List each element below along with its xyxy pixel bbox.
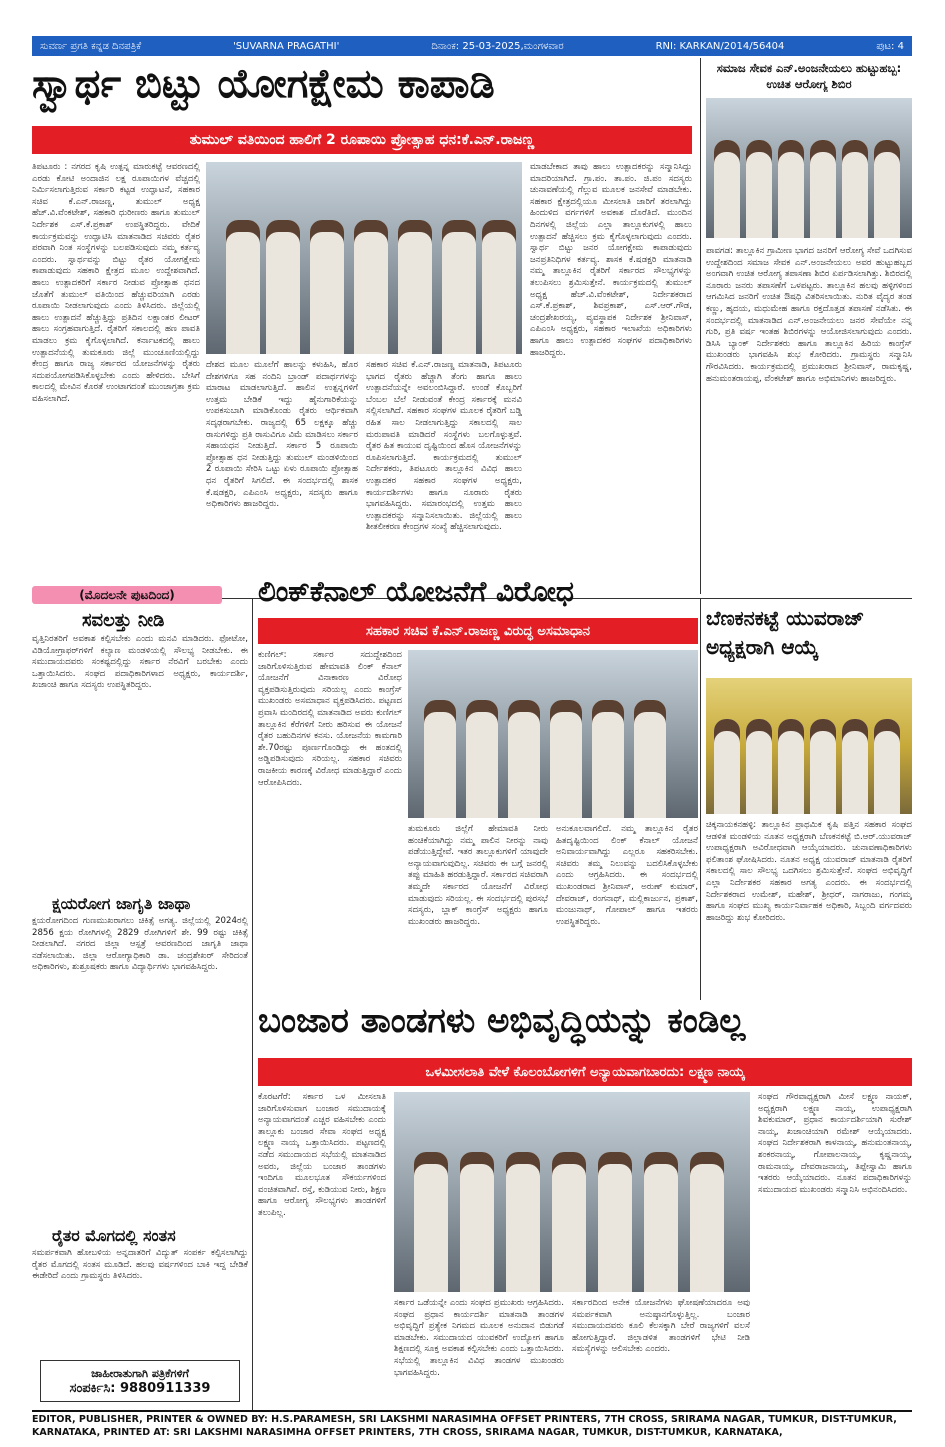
story3-column-4: ಸಂಘದ ಗೌರವಾಧ್ಯಕ್ಷರಾಗಿ ಮೀಸೆ ಲಕ್ಷ್ಮಣ ನಾಯಕ್, ಅಧ್ಯಕ್ಷರಾಗಿ ಲಕ್ಷ್ಮಣ ನಾಯ್ಕ, ಉಪಾಧ್ಯಕ್ಷರಾಗಿ ಶಿವಕುಮಾರ್, ಪ್ರಧಾನ ಕಾರ್ಯದರ್ಶಿಯಾಗಿ ಸುರೇಶ್ ನಾಯ್ಕ, ಖಜಾಂಚಿಯಾಗಿ ರಮೇಶ್ ಆಯ್ಕೆಯಾದರು. ಸಂಘದ ನಿರ್ದೇಶಕರಾಗಿ ಕಾಳನಾಯ್ಕ, ಹನುಮಂತನಾಯ್ಕ, ಶಂಕರನಾಯ್ಕ, ಗೋಪಾಲನಾಯ್ಕ, ಕೃಷ್ಣನಾಯ್ಕ, ರಾಮನಾಯ್ಕ, ದೇವರಾಜನಾಯ್ಕ, ತಿಪ್ಪೇಸ್ವಾಮಿ ಹಾಗೂ ಇತರರು ಆಯ್ಕೆಯಾದರು. ನೂತನ ಪದಾಧಿಕಾರಿಗಳನ್ನು ಸಮುದಾಯದ ಮುಖಂಡರು ಸನ್ಮಾನಿಸಿ ಅಭಿನಂದಿಸಿದರು. (758, 1092, 912, 1195)
imprint-footer (32, 1410, 912, 1438)
story3-column-1: ಕೊರಟಗೆರೆ: ಸರ್ಕಾರ ಒಳ ಮೀಸಲಾತಿ ಜಾರಿಗೊಳಿಸುವಾಗ ಬಂಜಾರ ಸಮುದಾಯಕ್ಕೆ ಅನ್ಯಾಯವಾಗದಂತೆ ಎಚ್ಚರ ವಹಿಸಬೇಕು ಎಂದು ತಾಲ್ಲೂಕು ಬಂಜಾರ ಸೇವಾ ಸಂಘದ ಅಧ್ಯಕ್ಷ ಲಕ್ಷ್ಮಣ ನಾಯ್ಕ ಒತ್ತಾಯಿಸಿದರು. ಪಟ್ಟಣದಲ್ಲಿ ನಡೆದ ಸಮುದಾಯದ ಸಭೆಯಲ್ಲಿ ಮಾತನಾಡಿದ ಅವರು, ಜಿಲ್ಲೆಯ ಬಂಜಾರ ತಾಂಡಗಳು ಇಂದಿಗೂ ಮೂಲಭೂತ ಸೌಕರ್ಯಗಳಿಂದ ವಂಚಿತವಾಗಿವೆ. ರಸ್ತೆ, ಕುಡಿಯುವ ನೀರು, ಶಿಕ್ಷಣ ಹಾಗೂ ಆರೋಗ್ಯ ಸೌಲಭ್ಯಗಳು ತಾಂಡಗಳಿಗೆ ತಲುಪಿಲ್ಲ. (258, 1092, 386, 1218)
newspaper-page (32, 58, 912, 1410)
ad-line1: ಜಾಹೀರಾತುಗಾಗಿ ಪತ್ರಿಕೆಗಳಿಗೆ (91, 1366, 189, 1380)
right-story2-photo (706, 678, 912, 814)
masthead-date: ದಿನಾಂಕ: 25-03-2025,ಮಂಗಳವಾರ (431, 40, 564, 52)
masthead-bar (32, 36, 912, 56)
story1-column-3: ಸಹಕಾರ ಸಚಿವ ಕೆ.ಎನ್.ರಾಜಣ್ಣ ಮಾತನಾಡಿ, ತಿಪಟೂರು ಭಾಗದ ರೈತರು ಹೆಚ್ಚಾಗಿ ತೆಂಗು ಹಾಗೂ ಹಾಲು ಉತ್ಪಾದನೆಯನ್ನೇ ಅವಲಂಬಿಸಿದ್ದಾರೆ. ಉಂಡೆ ಕೊಬ್ಬರಿಗೆ ಬೆಂಬಲ ಬೆಲೆ ನೀಡುವಂತೆ ಕೇಂದ್ರ ಸರ್ಕಾರಕ್ಕೆ ಮನವಿ ಸಲ್ಲಿಸಲಾಗಿದೆ. ಸಹಕಾರ ಸಂಘಗಳ ಮೂಲಕ ರೈತರಿಗೆ ಬಡ್ಡಿ ರಹಿತ ಸಾಲ ನೀಡಲಾಗುತ್ತಿದ್ದು ಸಕಾಲದಲ್ಲಿ ಸಾಲ ಮರುಪಾವತಿ ಮಾಡಿದರೆ ಸಂಸ್ಥೆಗಳು ಬಲಗೊಳ್ಳುತ್ತವೆ. ರೈತರ ಹಿತ ಕಾಯುವ ದೃಷ್ಟಿಯಿಂದ ಹೊಸ ಯೋಜನೆಗಳನ್ನು ರೂಪಿಸಲಾಗುತ್ತಿದೆ. ಕಾರ್ಯಕ್ರಮದಲ್ಲಿ ತುಮುಲ್ ನಿರ್ದೇಶಕರು, ತಿಪಟೂರು ತಾಲ್ಲೂಕಿನ ವಿವಿಧ ಹಾಲು ಉತ್ಪಾದಕರ ಸಹಕಾರ ಸಂಘಗಳ ಅಧ್ಯಕ್ಷರು, ಕಾರ್ಯದರ್ಶಿಗಳು ಹಾಗೂ ನೂರಾರು ರೈತರು ಭಾಗವಹಿಸಿದ್ದರು. ಸಮಾರಂಭದಲ್ಲಿ ಉತ್ತಮ ಹಾಲು ಉತ್ಪಾದಕರನ್ನು ಸನ್ಮಾನಿಸಲಾಯಿತು. ಜಿಲ್ಲೆಯಲ್ಲಿ ಹಾಲು ಶೀತಲೀಕರಣ ಕೇಂದ್ರಗಳ ಸಂಖ್ಯೆ ಹೆಚ್ಚಿಸಲಾಗುವುದು. (366, 360, 522, 533)
story3-subhead: ಒಳಮೀಸಲಾತಿ ವೇಳೆ ಕೊಲಂಬೋಗಳಿಗೆ ಅನ್ಯಾಯವಾಗಬಾರದು: ಲಕ್ಷ್ಮಣ ನಾಯ್ಕ (258, 1058, 912, 1086)
story2-column-2: ತುಮಕೂರು ಜಿಲ್ಲೆಗೆ ಹೇಮಾವತಿ ನೀರು ಹಂಚಿಕೆಯಾಗಿದ್ದು ನಮ್ಮ ಪಾಲಿನ ನೀರನ್ನು ನಾವು ಪಡೆಯುತ್ತಿದ್ದೇವೆ. ಇತರ ತಾಲ್ಲೂಕುಗಳಿಗೆ ಯಾವುದೇ ಅನ್ಯಾಯವಾಗುವುದಿಲ್ಲ. ಸಚಿವರು ಈ ಬಗ್ಗೆ ಜನರಲ್ಲಿ ತಪ್ಪು ಮಾಹಿತಿ ಹರಡುತ್ತಿದ್ದಾರೆ. ಸರ್ಕಾರದ ಸಚಿವರಾಗಿ ತಮ್ಮದೇ ಸರ್ಕಾರದ ಯೋಜನೆಗೆ ವಿರೋಧ ಮಾಡುವುದು ಸರಿಯಲ್ಲ. ಈ ಸಂದರ್ಭದಲ್ಲಿ ಪುರಸಭೆ ಸದಸ್ಯರು, ಬ್ಲಾಕ್ ಕಾಂಗ್ರೆಸ್ ಅಧ್ಯಕ್ಷರು ಹಾಗೂ ಮುಖಂಡರು ಹಾಜರಿದ್ದರು. (408, 824, 548, 927)
story1-column-4: ಮಾಡಬೇಕಾದ ತಾವು ಹಾಲು ಉತ್ಪಾದಕರನ್ನು ಸನ್ಮಾನಿಸಿದ್ದು ಮಾದರಿಯಾಗಿದೆ. ಗ್ರಾ.ಪಂ. ತಾ.ಪಂ. ಜಿ.ಪಂ ಸದಸ್ಯರು ಚುನಾವಣೆಯಲ್ಲಿ ಗೆಲ್ಲುವ ಮೂಲಕ ಜನಸೇವೆ ಮಾಡಬೇಕು. ಸಹಕಾರ ಕ್ಷೇತ್ರದಲ್ಲಿಯೂ ಮೀಸಲಾತಿ ಜಾರಿಗೆ ತರಲಾಗಿದ್ದು ಹಿಂದುಳಿದ ವರ್ಗಗಳಿಗೆ ಅವಕಾಶ ದೊರೆತಿದೆ. ಮುಂದಿನ ದಿನಗಳಲ್ಲಿ ಜಿಲ್ಲೆಯ ಎಲ್ಲಾ ತಾಲ್ಲೂಕುಗಳಲ್ಲಿ ಹಾಲು ಉತ್ಪಾದನೆ ಹೆಚ್ಚಿಸಲು ಕ್ರಮ ಕೈಗೊಳ್ಳಲಾಗುವುದು ಎಂದರು. ಸ್ವಾರ್ಥ ಬಿಟ್ಟು ಜನರ ಯೋಗಕ್ಷೇಮ ಕಾಪಾಡುವುದು ಜನಪ್ರತಿನಿಧಿಗಳ ಕರ್ತವ್ಯ. ಶಾಸಕ ಕೆ.ಷಡಕ್ಷರಿ ಮಾತನಾಡಿ ನಮ್ಮ ತಾಲ್ಲೂಕಿನ ರೈತರಿಗೆ ಸರ್ಕಾರದ ಸೌಲಭ್ಯಗಳನ್ನು ತಲುಪಿಸಲು ಶ್ರಮಿಸುತ್ತೇನೆ. ಕಾರ್ಯಕ್ರಮದಲ್ಲಿ ತುಮುಲ್ ಅಧ್ಯಕ್ಷ ಹೆಚ್.ವಿ.ವೆಂಕಟೇಶ್, ನಿರ್ದೇಶಕರಾದ ಎಸ್.ಕೆ.ಪ್ರಕಾಶ್, ಶಿವಪ್ರಕಾಶ್, ಎಸ್.ಆರ್.ಗೌಡ, ಚಂದ್ರಶೇಖರಯ್ಯ, ವ್ಯವಸ್ಥಾಪಕ ನಿರ್ದೇಶಕ ಶ್ರೀನಿವಾಸ್, ಎಪಿಎಂಸಿ ಅಧ್ಯಕ್ಷರು, ಸಹಕಾರ ಇಲಾಖೆಯ ಅಧಿಕಾರಿಗಳು ಹಾಗೂ ಹಾಲು ಉತ್ಪಾದಕರ ಸಂಘಗಳ ಪದಾಧಿಕಾರಿಗಳು ಹಾಜರಿದ್ದರು. (530, 162, 692, 358)
right-story2-body: ಚಿಕ್ಕನಾಯಕನಹಳ್ಳಿ: ತಾಲ್ಲೂಕಿನ ಪ್ರಾಥಮಿಕ ಕೃಷಿ ಪತ್ತಿನ ಸಹಕಾರ ಸಂಘದ ಆಡಳಿತ ಮಂಡಳಿಯ ನೂತನ ಅಧ್ಯಕ್ಷರಾಗಿ ಬೆಣಕನಕಟ್ಟೆ ಬಿ.ಆರ್.ಯುವರಾಜ್ ಉಪಾಧ್ಯಕ್ಷರಾಗಿ ಅವಿರೋಧವಾಗಿ ಆಯ್ಕೆಯಾದರು. ಚುನಾವಣಾಧಿಕಾರಿಗಳು ಫಲಿತಾಂಶ ಘೋಷಿಸಿದರು. ನೂತನ ಅಧ್ಯಕ್ಷ ಯುವರಾಜ್ ಮಾತನಾಡಿ ರೈತರಿಗೆ ಸಕಾಲದಲ್ಲಿ ಸಾಲ ಸೌಲಭ್ಯ ಒದಗಿಸಲು ಶ್ರಮಿಸುತ್ತೇನೆ. ಸಂಘದ ಅಭಿವೃದ್ಧಿಗೆ ಎಲ್ಲಾ ನಿರ್ದೇಶಕರ ಸಹಕಾರ ಅಗತ್ಯ ಎಂದರು. ಈ ಸಂದರ್ಭದಲ್ಲಿ ನಿರ್ದೇಶಕರಾದ ಉಮೇಶ್, ಮಹೇಶ್, ಶ್ರೀಧರ್, ನಾಗರಾಜು, ಗಂಗಮ್ಮ ಹಾಗೂ ಸಂಘದ ಮುಖ್ಯ ಕಾರ್ಯನಿರ್ವಾಹಕ ಅಧಿಕಾರಿ, ಸಿಬ್ಬಂದಿ ವರ್ಗದವರು ಹಾಜರಿದ್ದು ಶುಭ ಕೋರಿದರು. (706, 820, 912, 923)
story3-column-2: ಸರ್ಕಾರ ಒಡೆಯನ್ನೇ ಎಂದು ಸಂಘದ ಪ್ರಮುಖರು ಆಗ್ರಹಿಸಿದರು. ಸಂಘದ ಪ್ರಧಾನ ಕಾರ್ಯದರ್ಶಿ ಮಾತನಾಡಿ ತಾಂಡಗಳ ಅಭಿವೃದ್ಧಿಗೆ ಪ್ರತ್ಯೇಕ ನಿಗಮದ ಮೂಲಕ ಅನುದಾನ ಬಿಡುಗಡೆ ಮಾಡಬೇಕು. ಸಮುದಾಯದ ಯುವಕರಿಗೆ ಉದ್ಯೋಗ ಹಾಗೂ ಶಿಕ್ಷಣದಲ್ಲಿ ಸೂಕ್ತ ಅವಕಾಶ ಕಲ್ಪಿಸಬೇಕು ಎಂದು ಒತ್ತಾಯಿಸಿದರು. ಸಭೆಯಲ್ಲಿ ತಾಲ್ಲೂಕಿನ ವಿವಿಧ ತಾಂಡಗಳ ಮುಖಂಡರು ಭಾಗವಹಿಸಿದ್ದರು. (394, 1298, 564, 1378)
right-story1-photo (706, 98, 912, 238)
left-story3-title: ರೈತರ ಮೊಗದಲ್ಲಿ ಸಂತಸ (52, 1226, 176, 1245)
right-story1-headline: ಸಮಾಜ ಸೇವಕ ಎನ್.ಅಂಜನೇಯಲು ಹುಟ್ಟುಹಬ್ಬ: ಉಚಿತ ಆರೋಗ್ಯ ಶಿಬಿರ (716, 61, 902, 92)
imprint-line2: KARNATAKA, PRINTED AT: SRI LAKSHMI NARASIMHA OFFSET PRINTERS, 7TH CROSS, SRIRAMA NAGAR, TUMKUR, DIST-TUMKUR, KARNATAKA, (32, 1426, 783, 1438)
story1-column-2: ದೇಶದ ಮೂಲ ಮೂಲೆಗೆ ಹಾಲನ್ನು ಕಳುಹಿಸಿ, ಹೊರ ದೇಶಗಳಿಗೂ ಸಹ ನಂದಿನಿ ಬ್ರಾಂಡ್ ಪದಾರ್ಥಗಳನ್ನು ಮಾರಾಟ ಮಾಡಲಾಗುತ್ತಿದೆ. ಹಾಲಿನ ಉತ್ಪನ್ನಗಳಿಗೆ ಉತ್ತಮ ಬೇಡಿಕೆ ಇದ್ದು ಹೈನುಗಾರಿಕೆಯನ್ನು ಉಪಕಸುಬಾಗಿ ಮಾಡಿಕೊಂಡು ರೈತರು ಆರ್ಥಿಕವಾಗಿ ಸದೃಢರಾಗಬೇಕು. ರಾಜ್ಯದಲ್ಲಿ 65 ಲಕ್ಷಕ್ಕೂ ಹೆಚ್ಚು ರಾಸುಗಳಿದ್ದು ಪ್ರತಿ ರಾಸುವಿಗೂ ವಿಮೆ ಮಾಡಿಸಲು ಸರ್ಕಾರ ಸಹಾಯಧನ ನೀಡುತ್ತಿದೆ. ಸರ್ಕಾರ 5 ರೂಪಾಯಿ ಪ್ರೋತ್ಸಾಹ ಧನ ನೀಡುತ್ತಿದ್ದು ತುಮುಲ್ ಮಂಡಳಿಯಿಂದ 2 ರೂಪಾಯಿ ಸೇರಿಸಿ ಒಟ್ಟು ಏಳು ರೂಪಾಯಿ ಪ್ರೋತ್ಸಾಹ ಧನ ರೈತರಿಗೆ ಸಿಗಲಿದೆ. ಈ ಸಂದರ್ಭದಲ್ಲಿ ಶಾಸಕ ಕೆ.ಷಡಕ್ಷರಿ, ಎಪಿಎಂಸಿ ಅಧ್ಯಕ್ಷರು, ಸದಸ್ಯರು ಹಾಗೂ ಅಧಿಕಾರಿಗಳು ಹಾಜರಿದ್ದರು. (206, 360, 358, 510)
story2-subhead: ಸಹಕಾರ ಸಚಿವ ಕೆ.ಎನ್.ರಾಜಣ್ಣ ವಿರುದ್ಧ ಅಸಮಾಧಾನ (258, 618, 698, 644)
left-story1-body: ವೃತ್ತಿನಿರತರಿಗೆ ಅವಕಾಶ ಕಲ್ಪಿಸಬೇಕು ಎಂದು ಮನವಿ ಮಾಡಿದರು. ಫೋಟೋ, ವಿಡಿಯೋಗ್ರಾಫರ್‌ಗಳಿಗೆ ಕಲ್ಯಾಣ ಮಂಡಳಿಯಲ್ಲಿ ಸೌಲಭ್ಯ ನೀಡಬೇಕು. ಈ ಸಮುದಾಯದವರು ಸಂಕಷ್ಟದಲ್ಲಿದ್ದು ಸರ್ಕಾರ ನೆರವಿಗೆ ಬರಬೇಕು ಎಂದು ಒತ್ತಾಯಿಸಿದರು. ಸಂಘದ ಪದಾಧಿಕಾರಿಗಳಾದ ಅಧ್ಯಕ್ಷರು, ಕಾರ್ಯದರ್ಶಿ, ಖಜಾಂಚಿ ಹಾಗೂ ಸದಸ್ಯರು ಉಪಸ್ಥಿತರಿದ್ದರು. (32, 634, 248, 691)
ad-phone: ಸಂಪರ್ಕಿಸಿ: 9880911339 (69, 1380, 211, 1396)
left-story2-body: ಕ್ಷಯರೋಗದಿಂದ ಗುಣಮುಖರಾಗಲು ಚಿಕಿತ್ಸೆ ಅಗತ್ಯ. ಜಿಲ್ಲೆಯಲ್ಲಿ 2024ರಲ್ಲಿ 2856 ಕ್ಷಯ ರೋಗಿಗಳಲ್ಲಿ 2829 ರೋಗಿಗಳಿಗೆ ಶೇ. 99 ರಷ್ಟು ಚಿಕಿತ್ಸೆ ನೀಡಲಾಗಿದೆ. ನಗರದ ಜಿಲ್ಲಾ ಆಸ್ಪತ್ರೆ ಆವರಣದಿಂದ ಜಾಗೃತಿ ಜಾಥಾ ನಡೆಸಲಾಯಿತು. ಜಿಲ್ಲಾ ಆರೋಗ್ಯಾಧಿಕಾರಿ ಡಾ. ಚಂದ್ರಶೇಖರ್ ಸೇರಿದಂತೆ ಅಧಿಕಾರಿಗಳು, ಶುಶ್ರೂಷಕರು ಹಾಗೂ ವಿದ್ಯಾರ್ಥಿಗಳು ಭಾಗವಹಿಸಿದ್ದರು. (32, 916, 248, 973)
left-story2-title: ಕ್ಷಯರೋಗ ಜಾಗೃತಿ ಜಾಥಾ (52, 894, 191, 913)
story2-column-3: ಅನುಕೂಲವಾಗಲಿದೆ. ನಮ್ಮ ತಾಲ್ಲೂಕಿನ ರೈತರ ಹಿತದೃಷ್ಟಿಯಿಂದ ಲಿಂಕ್ ಕೆನಾಲ್ ಯೋಜನೆ ಅನಿವಾರ್ಯವಾಗಿದ್ದು ಎಲ್ಲರೂ ಸಹಕರಿಸಬೇಕು. ಸಚಿವರು ತಮ್ಮ ನಿಲುವನ್ನು ಬದಲಿಸಿಕೊಳ್ಳಬೇಕು ಎಂದು ಆಗ್ರಹಿಸಿದರು. ಈ ಸಂದರ್ಭದಲ್ಲಿ ಮುಖಂಡರಾದ ಶ್ರೀನಿವಾಸ್, ಅರುಣ್ ಕುಮಾರ್, ದೇವರಾಜ್, ರಂಗನಾಥ್, ಮಲ್ಲಿಕಾರ್ಜುನ, ಪ್ರಕಾಶ್, ಮಂಜುನಾಥ್, ಗೋಪಾಲ್ ಹಾಗೂ ಇತರರು ಉಪಸ್ಥಿತರಿದ್ದರು. (556, 824, 698, 927)
story2-column-1: ಕುಣಿಗಲ್: ಸರ್ಕಾರ ಸದುದ್ದೇಶದಿಂದ ಜಾರಿಗೊಳಿಸುತ್ತಿರುವ ಹೇಮಾವತಿ ಲಿಂಕ್ ಕೆನಾಲ್ ಯೋಜನೆಗೆ ವಿನಾಕಾರಣ ವಿರೋಧ ವ್ಯಕ್ತಪಡಿಸುತ್ತಿರುವುದು ಸರಿಯಲ್ಲ ಎಂದು ಕಾಂಗ್ರೆಸ್ ಮುಖಂಡರು ಅಸಮಾಧಾನ ವ್ಯಕ್ತಪಡಿಸಿದರು. ಪಟ್ಟಣದ ಪ್ರವಾಸಿ ಮಂದಿರದಲ್ಲಿ ಮಾತನಾಡಿದ ಅವರು ಕುಣಿಗಲ್ ತಾಲ್ಲೂಕಿನ ಕೆರೆಗಳಿಗೆ ನೀರು ಹರಿಸುವ ಈ ಯೋಜನೆ ರೈತರ ಬಹುದಿನಗಳ ಕನಸು. ಯೋಜನೆಯ ಕಾಮಗಾರಿ ಶೇ.70ರಷ್ಟು ಪೂರ್ಣಗೊಂಡಿದ್ದು ಈ ಹಂತದಲ್ಲಿ ಅಡ್ಡಿಪಡಿಸುವುದು ಸರಿಯಲ್ಲ. ಸಹಕಾರ ಸಚಿವರು ರಾಜಕೀಯ ಕಾರಣಕ್ಕೆ ವಿರೋಧ ಮಾಡುತ್ತಿದ್ದಾರೆ ಎಂದು ಆರೋಪಿಸಿದರು. (258, 650, 402, 788)
column-rule (700, 58, 701, 594)
left-story3-body: ಸಮರ್ಪಕವಾಗಿ ಹೋಬಳಿಯ ಅನ್ನದಾತರಿಗೆ ವಿದ್ಯುತ್ ಸಂಪರ್ಕ ಕಲ್ಪಿಸಲಾಗಿದ್ದು ರೈತರ ಮೊಗದಲ್ಲಿ ಸಂತಸ ಮೂಡಿದೆ. ಹಲವು ವರ್ಷಗಳಿಂದ ಬಾಕಿ ಇದ್ದ ಬೇಡಿಕೆ ಈಡೇರಿದೆ ಎಂದು ಗ್ರಾಮಸ್ಥರು ತಿಳಿಸಿದರು. (32, 1248, 248, 1282)
story2-photo (408, 650, 698, 818)
column-rule (700, 598, 701, 1000)
column-rule (252, 598, 253, 1410)
story2-headline: ಲಿಂಕ್‌ಕೆನಾಲ್ ಯೋಜನೆಗೆ ವಿರೋಧ (258, 578, 574, 608)
imprint-line1: EDITOR, PUBLISHER, PRINTER & OWNED BY: H.S.PARAMESH, SRI LAKSHMI NARASIMHA OFFSET PRINTERS, 7TH CROSS, SRIRAMA NAGAR, TUMKUR, DIST-TUMKUR, (32, 1414, 897, 1425)
story3-headline: ಬಂಜಾರ ತಾಂಡಗಳು ಅಭಿವೃದ್ಧಿಯನ್ನು ಕಂಡಿಲ್ಲ (258, 1004, 746, 1041)
continued-from-page-one-label: (ಮೊದಲನೇ ಪುಟದಿಂದ) (32, 586, 222, 604)
story1-subhead: ತುಮುಲ್ ವತಿಯಿಂದ ಹಾಲಿಗೆ 2 ರೂಪಾಯಿ ಪ್ರೋತ್ಸಾಹ ಧನ:ಕೆ.ಎನ್.ರಾಜಣ್ಣ (32, 126, 692, 154)
right-story1-body: ಪಾವಗಡ: ತಾಲ್ಲೂಕಿನ ಗ್ರಾಮೀಣ ಭಾಗದ ಜನರಿಗೆ ಆರೋಗ್ಯ ಸೇವೆ ಒದಗಿಸುವ ಉದ್ದೇಶದಿಂದ ಸಮಾಜ ಸೇವಕ ಎನ್.ಅಂಜನೇಯಲು ಅವರ ಹುಟ್ಟುಹಬ್ಬದ ಅಂಗವಾಗಿ ಉಚಿತ ಆರೋಗ್ಯ ತಪಾಸಣಾ ಶಿಬಿರ ಏರ್ಪಡಿಸಲಾಗಿತ್ತು. ಶಿಬಿರದಲ್ಲಿ ನೂರಾರು ಜನರು ತಪಾಸಣೆಗೆ ಒಳಪಟ್ಟರು. ತಾಲ್ಲೂಕಿನ ಹಲವು ಹಳ್ಳಿಗಳಿಂದ ಆಗಮಿಸಿದ ಜನರಿಗೆ ಉಚಿತ ಔಷಧಿ ವಿತರಿಸಲಾಯಿತು. ನುರಿತ ವೈದ್ಯರ ತಂಡ ಕಣ್ಣು, ಹೃದಯ, ಮಧುಮೇಹ ಹಾಗೂ ರಕ್ತದೊತ್ತಡ ತಪಾಸಣೆ ನಡೆಸಿತು. ಈ ಸಂದರ್ಭದಲ್ಲಿ ಮಾತನಾಡಿದ ಎನ್.ಅಂಜನೇಯಲು ಜನರ ಸೇವೆಯೇ ನನ್ನ ಗುರಿ, ಪ್ರತಿ ವರ್ಷ ಇಂತಹ ಶಿಬಿರಗಳನ್ನು ಆಯೋಜಿಸಲಾಗುವುದು ಎಂದರು. ಡಿಸಿಸಿ ಬ್ಯಾಂಕ್ ನಿರ್ದೇಶಕರು ಹಾಗೂ ತಾಲ್ಲೂಕಿನ ಹಿರಿಯ ಕಾಂಗ್ರೆಸ್ ಮುಖಂಡರು ಭಾಗವಹಿಸಿ ಶುಭ ಕೋರಿದರು. ಗ್ರಾಮಸ್ಥರು ಸನ್ಮಾನಿಸಿ ಗೌರವಿಸಿದರು. ಕಾರ್ಯಕ್ರಮದಲ್ಲಿ ಪ್ರಮುಖರಾದ ಶ್ರೀನಿವಾಸ್, ರಾಮಕೃಷ್ಣ, ಹನುಮಂತರಾಯಪ್ಪ, ವೆಂಕಟೇಶ್ ಹಾಗೂ ಅಭಿಮಾನಿಗಳು ಹಾಜರಿದ್ದರು. (706, 246, 912, 384)
masthead-tagline: ಸುವರ್ಣ ಪ್ರಗತಿ ಕನ್ನಡ ದಿನಪತ್ರಿಕೆ (40, 40, 142, 52)
story1-headline: ಸ್ವಾರ್ಥ ಬಿಟ್ಟು ಯೋಗಕ್ಷೇಮ ಕಾಪಾಡಿ (32, 64, 495, 107)
advertisement-box (40, 1360, 240, 1402)
masthead-name: 'SUVARNA PRAGATHI' (233, 40, 340, 52)
left-story1-title: ಸವಲತ್ತು ನೀಡಿ (82, 610, 165, 631)
story1-photo (206, 162, 522, 354)
story1-column-1: ತಿಪಟೂರು : ನಗರದ ಕೃಷಿ ಉತ್ಪನ್ನ ಮಾರುಕಟ್ಟೆ ಆವರಣದಲ್ಲಿ ಎರಡು ಕೋಟಿ ಅಂದಾಜಿನ ಲಕ್ಷ ರೂಪಾಯಿಗಳ ವೆಚ್ಚದಲ್ಲಿ ನಿರ್ಮಿಸಲಾಗುತ್ತಿರುವ ಸರ್ಕಾರಿ ಕಟ್ಟಡ ಉದ್ಘಾಟನೆ, ಸಹಕಾರ ಸಚಿವ ಕೆ.ಎನ್.ರಾಜಣ್ಣ, ತುಮುಲ್ ಅಧ್ಯಕ್ಷ ಹೆಚ್.ವಿ.ವೆಂಕಟೇಶ್, ಸಹಕಾರಿ ಧುರೀಣರು ಹಾಗೂ ತುಮುಲ್ ನಿರ್ದೇಶಕ ಎಸ್.ಕೆ.ಪ್ರಕಾಶ್ ಉಪಸ್ಥಿತರಿದ್ದರು. ವೇದಿಕೆ ಕಾರ್ಯಕ್ರಮವನ್ನು ಉದ್ಘಾಟಿಸಿ ಮಾತನಾಡಿದ ಸಚಿವರು ರೈತರ ಪರವಾಗಿ ನಿಂತ ಸಂಸ್ಥೆಗಳನ್ನು ಬಲಪಡಿಸುವುದು ನಮ್ಮ ಕರ್ತವ್ಯ ಎಂದರು. ಸ್ವಾರ್ಥವನ್ನು ಬಿಟ್ಟು ರೈತರ ಯೋಗಕ್ಷೇಮ ಕಾಪಾಡುವುದು ಸಹಕಾರಿ ಕ್ಷೇತ್ರದ ಮೂಲ ಉದ್ದೇಶವಾಗಿದೆ. ಹಾಲು ಉತ್ಪಾದಕರಿಗೆ ಸರ್ಕಾರ ನೀಡುವ ಪ್ರೋತ್ಸಾಹ ಧನದ ಜೊತೆಗೆ ತುಮುಲ್ ವತಿಯಿಂದ ಹೆಚ್ಚುವರಿಯಾಗಿ ಎರಡು ರೂಪಾಯಿ ನೀಡಲಾಗುವುದು ಎಂದು ತಿಳಿಸಿದರು. ಜಿಲ್ಲೆಯಲ್ಲಿ ಹಾಲು ಉತ್ಪಾದನೆ ಹೆಚ್ಚುತ್ತಿದ್ದು ಪ್ರತಿದಿನ ಲಕ್ಷಾಂತರ ಲೀಟರ್ ಹಾಲು ಸಂಗ್ರಹವಾಗುತ್ತಿದೆ. ರೈತರಿಗೆ ಸಕಾಲದಲ್ಲಿ ಹಣ ಪಾವತಿ ಮಾಡಲು ಕ್ರಮ ಕೈಗೊಳ್ಳಲಾಗಿದೆ. ಕರ್ನಾಟಕದಲ್ಲಿ ಹಾಲು ಉತ್ಪಾದನೆಯಲ್ಲಿ ತುಮಕೂರು ಜಿಲ್ಲೆ ಮುಂಚೂಣಿಯಲ್ಲಿದ್ದು ಕೇಂದ್ರ ಹಾಗೂ ರಾಜ್ಯ ಸರ್ಕಾರದ ಯೋಜನೆಗಳನ್ನು ರೈತರು ಸದುಪಯೋಗಪಡಿಸಿಕೊಳ್ಳಬೇಕು ಎಂದು ಹೇಳಿದರು. ಬೇಸಿಗೆ ಕಾಲದಲ್ಲಿ ಮೇವಿನ ಕೊರತೆ ಉಂಟಾಗದಂತೆ ಮುಂಜಾಗ್ರತಾ ಕ್ರಮ ವಹಿಸಲಾಗಿದೆ. (32, 162, 200, 404)
story3-column-3: ಸರ್ಕಾರದಿಂದ ಅನೇಕ ಯೋಜನೆಗಳು ಘೋಷಣೆಯಾದರೂ ಅವು ಸಮರ್ಪಕವಾಗಿ ಅನುಷ್ಠಾನಗೊಳ್ಳುತ್ತಿಲ್ಲ. ಬಂಜಾರ ಸಮುದಾಯದವರು ಕೂಲಿ ಕೆಲಸಕ್ಕಾಗಿ ಬೇರೆ ರಾಜ್ಯಗಳಿಗೆ ವಲಸೆ ಹೋಗುತ್ತಿದ್ದಾರೆ. ಜಿಲ್ಲಾಡಳಿತ ತಾಂಡಗಳಿಗೆ ಭೇಟಿ ನೀಡಿ ಸಮಸ್ಯೆಗಳನ್ನು ಆಲಿಸಬೇಕು ಎಂದರು. (572, 1298, 750, 1355)
right-story2-headline: ಬೆಣಕನಕಟ್ಟೆ ಯುವರಾಜ್ ಅಧ್ಯಕ್ಷರಾಗಿ ಆಯ್ಕೆ (706, 606, 865, 659)
masthead-rni: RNI: KARKAN/2014/56404 (655, 40, 785, 52)
masthead-page: ಪುಟ: 4 (876, 40, 904, 52)
story3-photo (394, 1092, 750, 1292)
